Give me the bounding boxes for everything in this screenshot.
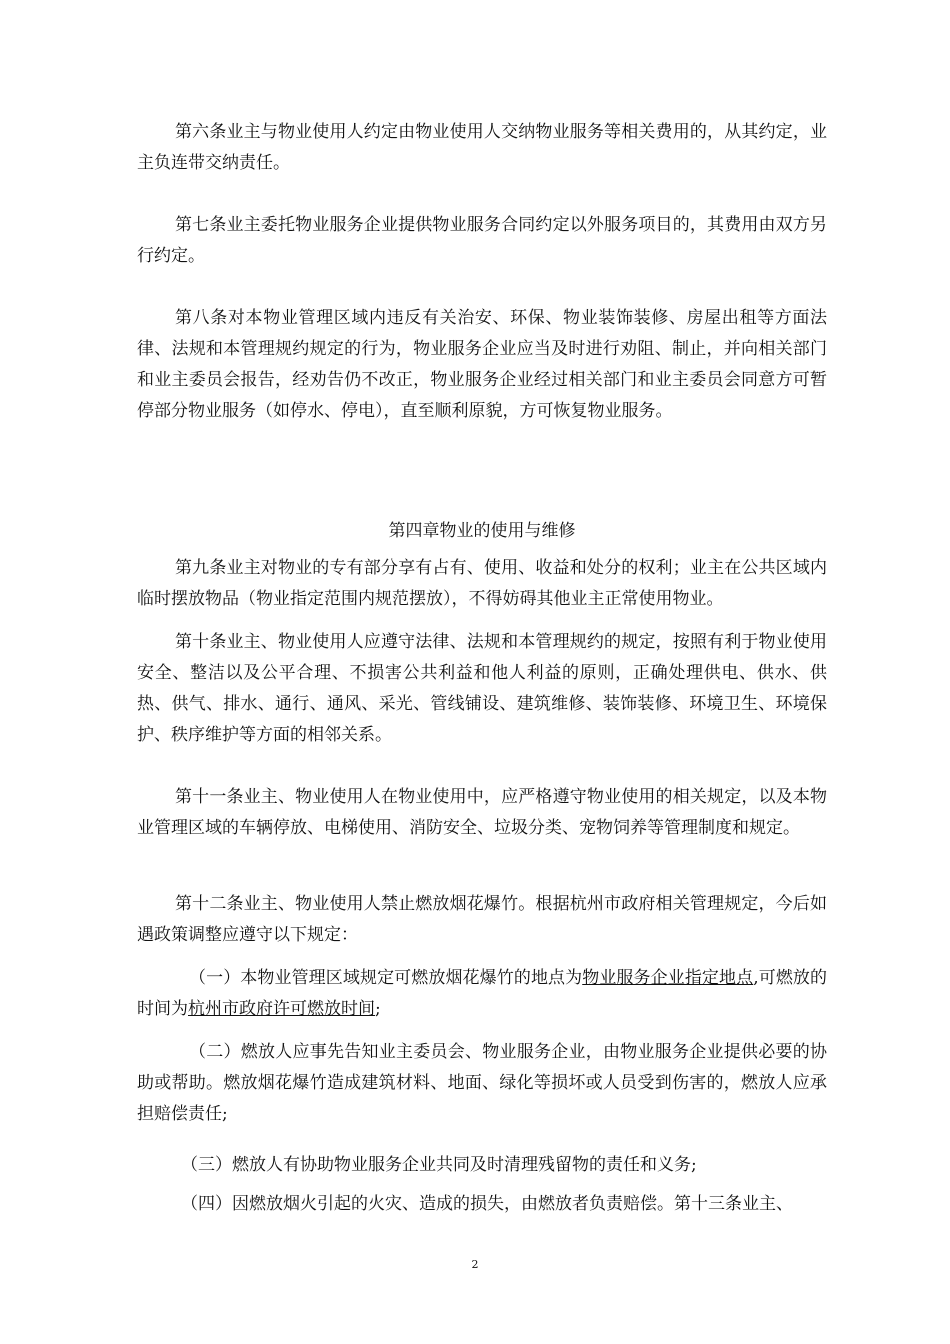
item-1-prefix: （一）本物业管理区域规定可燃放烟花爆竹的地点为 (189, 968, 583, 988)
article-12: 第十二条业主、物业使用人禁止燃放烟花爆竹。根据杭州市政府相关管理规定，今后如遇政策调整应遵守以下规定： (137, 894, 827, 945)
item-3: （三）燃放人有协助物业服务企业共同及时清理残留物的责任和义务; (181, 1155, 697, 1175)
item-4: （四）因燃放烟火引起的火灾、造成的损失，由燃放者负责赔偿。第十三条业主、 (181, 1194, 793, 1214)
article-8: 第八条对本物业管理区域内违反有关治安、环保、物业装饰装修、房屋出租等方面法律、法规和本管理规约规定的行为，物业服务企业应当及时进行劝阻、制止，并向相关部门和业主委员会报告，经劝告仍不改正，物业服务企业经过相关部门和业主委员会同意方可暂停部分物业服务（如停水、停电），直至顺利原貌，方可恢复物业服务。 (137, 308, 827, 421)
chapter-title: 第四章物业的使用与维修 (388, 521, 576, 541)
page-number: 2 (471, 1258, 479, 1271)
item-1 (137, 963, 827, 1025)
permitted-time: 杭州市政府许可燃放时间 (188, 999, 375, 1019)
article-7: 第七条业主委托物业服务企业提供物业服务合同约定以外服务项目的，其费用由双方另行约定。 (137, 215, 827, 266)
item-1-middle: ,可燃放的时间为 (137, 968, 828, 1019)
item-1-suffix: ; (375, 999, 381, 1019)
article-10: 第十条业主、物业使用人应遵守法律、法规和本管理规约的规定，按照有利于物业使用安全、整洁以及公平合理、不损害公共利益和他人利益的原则，正确处理供电、供水、供热、供气、排水、通行、通风、采光、管线铺设、建筑维修、装饰装修、环境卫生、环境保护、秩序维护等方面的相邻关系。 (137, 632, 827, 745)
article-11: 第十一条业主、物业使用人在物业使用中，应严格遵守物业使用的相关规定，以及本物业管理区域的车辆停放、电梯使用、消防安全、垃圾分类、宠物饲养等管理制度和规定。 (137, 787, 827, 838)
article-9: 第九条业主对物业的专有部分享有占有、使用、收益和处分的权利；业主在公共区域内临时摆放物品（物业指定范围内规范摆放），不得妨碍其他业主正常使用物业。 (137, 558, 827, 609)
item-2: （二）燃放人应事先告知业主委员会、物业服务企业，由物业服务企业提供必要的协助或帮助。燃放烟花爆竹造成建筑材料、地面、绿化等损坏或人员受到伤害的，燃放人应承担赔偿责任; (137, 1042, 827, 1124)
article-6: 第六条业主与物业使用人约定由物业使用人交纳物业服务等相关费用的，从其约定，业主负连带交纳责任。 (137, 122, 827, 173)
designated-location: 物业服务企业指定地点 (582, 968, 754, 988)
